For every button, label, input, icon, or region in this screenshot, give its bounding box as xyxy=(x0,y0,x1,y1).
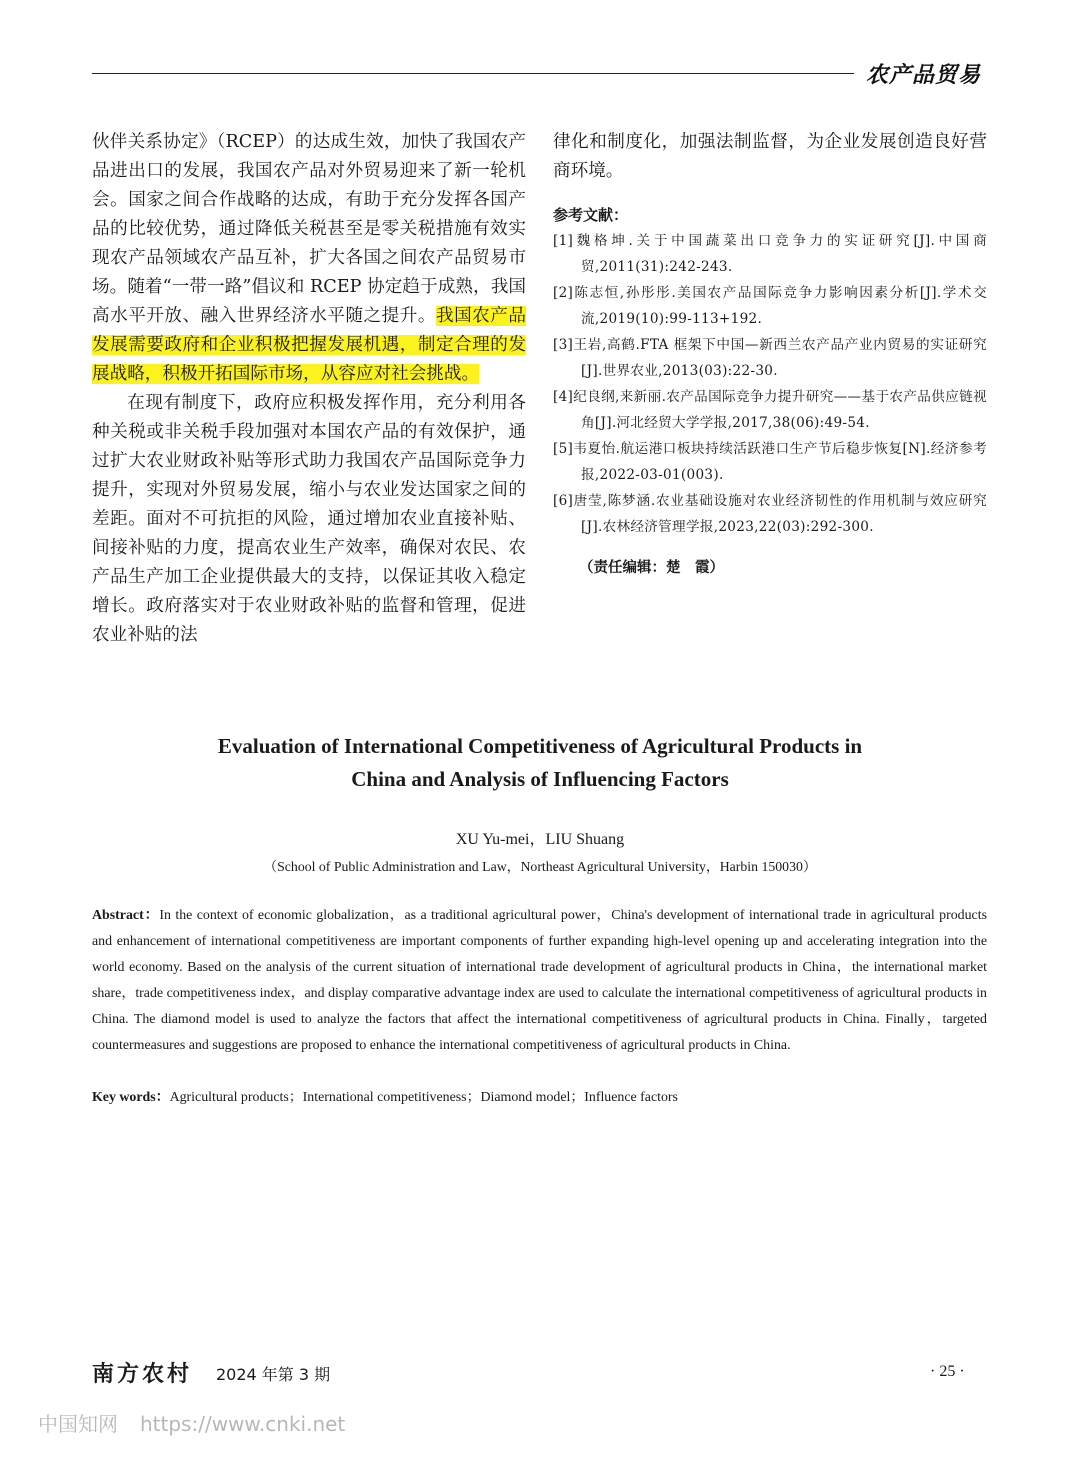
references-heading: 参考文献： xyxy=(553,206,629,224)
highlighted-text[interactable]: 我国农产品发展需要政府和企业积极把握发展机遇，制定合理的发展战略，积极开拓国际市场，从容应对社会挑战。 xyxy=(92,306,526,384)
page-number: · 25 · xyxy=(930,1363,965,1380)
paragraph xyxy=(92,128,526,389)
english-title-line: China and Analysis of Influencing Factors xyxy=(351,767,729,791)
reference-item: [2]陈志恒,孙彤彤.美国农产品国际竞争力影响因素分析[J].学术交流,2019(10):99-113+192. xyxy=(553,285,987,327)
right-column xyxy=(553,128,987,583)
affiliation: （School of Public Administration and Law，Northeast Agricultural University，Harbin 150030） xyxy=(263,859,817,874)
paragraph-text: 伙伴关系协定》（RCEP）的达成生效，加快了我国农产品进出口的发展，我国农产品对外贸易迎来了新一轮机会。国家之间合作战略的达成，有助于充分发挥各国产品的比较优势，通过降低关税甚至是零关税措施有效实现农产品领域农产品互补，扩大各国之间农产品贸易市场。随着“一带一路”倡议和 RCEP 协定趋于成熟，我国高水平开放、融入世界经济水平随之提升。 xyxy=(92,132,526,326)
keywords-label: Key words： xyxy=(92,1090,170,1105)
paragraph: 在现有制度下，政府应积极发挥作用，充分利用各种关税或非关税手段加强对本国农产品的有效保护，通过扩大农业财政补贴等形式助力我国农产品国际竞争力提升，实现对外贸易发展，缩小与农业发达国家之间的差距。面对不可抗拒的风险，通过增加农业直接补贴、间接补贴的力度，提高农业生产效率，确保对农民、农产品生产加工企业提供最大的支持，以保证其收入稳定增长。政府落实对于农业财政补贴的监督和管理，促进农业补贴的法 xyxy=(92,393,526,645)
watermark-site-name: 中国知网 xyxy=(38,1412,118,1436)
left-column xyxy=(92,128,526,650)
abstract-label: Abstract： xyxy=(92,908,160,923)
reference-item: [4]纪良纲,来新丽.农产品国际竞争力提升研究——基于农产品供应链视角[J].河北经贸大学学报,2017,38(06):49-54. xyxy=(553,389,987,431)
keywords-text: Agricultural products；International competitiveness；Diamond model；Influence factors xyxy=(169,1090,678,1105)
responsible-editor: （责任编辑：楚 霞） xyxy=(579,560,724,576)
reference-item: [3]王岩,高鹤.FTA 框架下中国—新西兰农产品产业内贸易的实证研究[J].世界农业,2013(03):22-30. xyxy=(553,337,987,379)
abstract-text: In the context of economic globalization，as a traditional agricultural power，China's development of international trade in agricultural products and enhancement of international competitiveness are important components of further expanding high-level opening up and accelerating integration into the world economy. Based on the analysis of the current situation of international trade development of agricultural products in China，the international market share，trade competitiveness index，and display comparative advantage index are used to calculate the international competitiveness of agricultural products in China. The diamond model is used to analyze the factors that affect the international competitiveness of agricultural products in China. Finally，targeted countermeasures and suggestions are proposed to enhance the international competitiveness of agricultural products in China. xyxy=(92,908,987,1053)
reference-item: [1]魏格坤.关于中国蔬菜出口竞争力的实证研究[J].中国商贸,2011(31):242-243. xyxy=(553,233,987,275)
reference-list xyxy=(553,228,987,540)
english-title xyxy=(100,730,980,796)
authors: XU Yu-mei，LIU Shuang xyxy=(455,831,625,848)
reference-item: [5]韦夏怡.航运港口板块持续活跃港口生产节后稳步恢复[N].经济参考报,2022-03-01(003). xyxy=(553,441,987,483)
english-title-line: Evaluation of International Competitiveness of Agricultural Products in xyxy=(217,734,863,758)
reference-item: [6]唐莹,陈梦涵.农业基础设施对农业经济韧性的作用机制与效应研究[J].农林经济管理学报,2023,22(03):292-300. xyxy=(553,493,987,535)
paragraph: 律化和制度化，加强法制监督，为企业发展创造良好营商环境。 xyxy=(553,132,987,181)
watermark xyxy=(38,1408,345,1437)
journal-name: 南方农村 xyxy=(92,1361,193,1387)
section-title: 农产品贸易 xyxy=(866,63,982,88)
watermark-url: https://www.cnki.net xyxy=(140,1412,346,1436)
keywords xyxy=(92,1085,987,1111)
header-rule xyxy=(92,73,854,74)
issue-label: 2024 年第 3 期 xyxy=(216,1365,331,1384)
abstract xyxy=(92,903,987,1059)
